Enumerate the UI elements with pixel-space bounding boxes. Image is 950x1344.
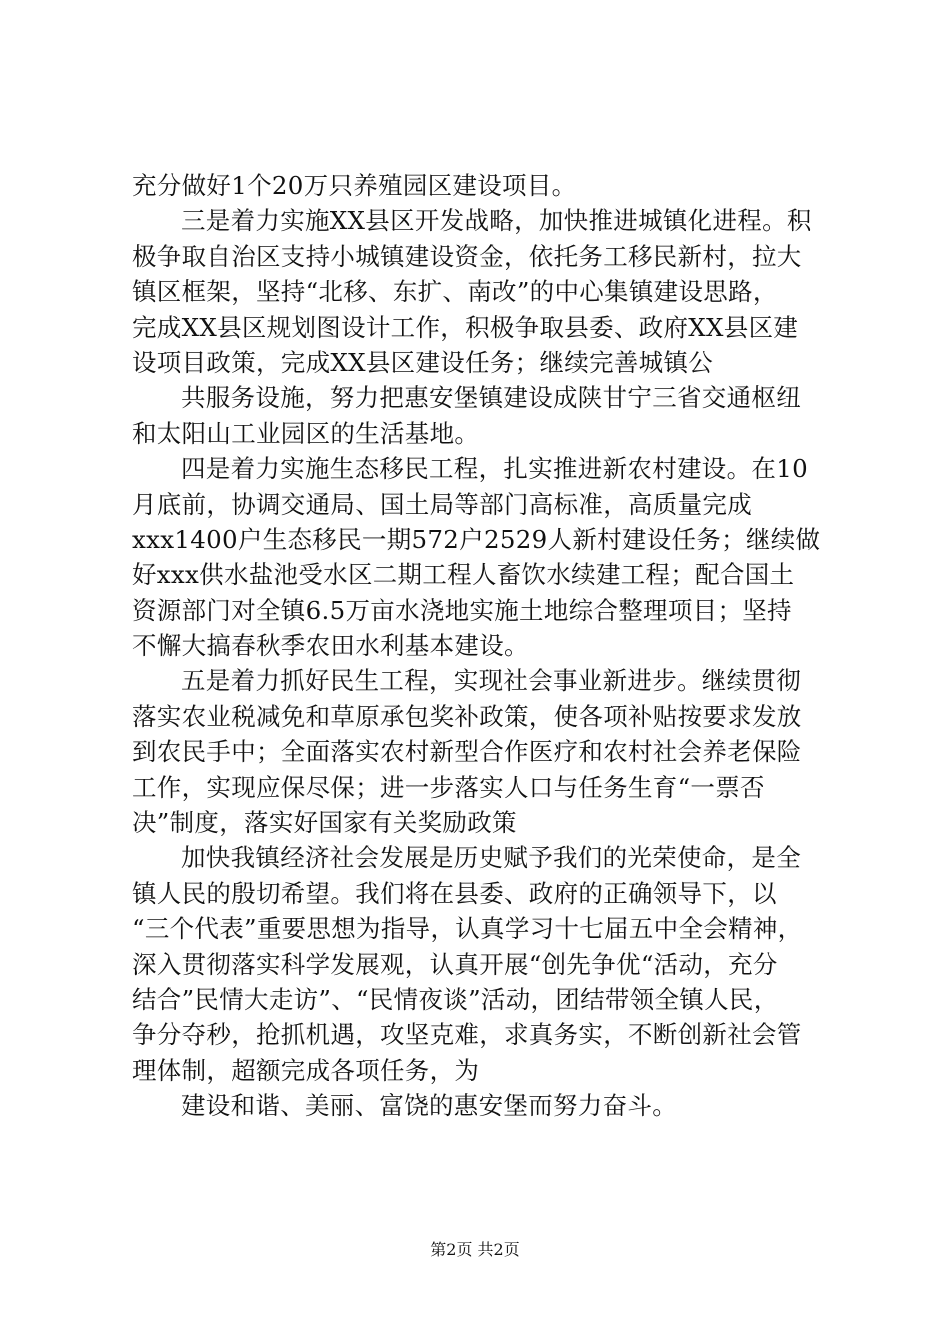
text-line: xxx1400户生态移民一期572户2529人新村建设任务；继续做 — [132, 524, 821, 554]
text-line: 设项目政策，完成XX县区建设任务；继续完善城镇公 — [132, 347, 714, 377]
text-line: 极争取自治区支持小城镇建设资金，依托务工移民新村，拉大 — [132, 241, 802, 271]
text-line: 月底前，协调交通局、国土局等部门高标准，高质量完成 — [132, 489, 752, 519]
text-line: “三个代表”重要思想为指导，认真学习十七届五中全会精神， — [132, 914, 803, 944]
page-indicator: 第2页 共2页 — [430, 1240, 520, 1259]
text-line: 四是着力实施生态移民工程，扎实推进新农村建设。在10 — [181, 454, 808, 484]
text-line: 到农民手中；全面落实农村新型合作医疗和农村社会养老保险 — [132, 737, 802, 767]
document-body — [132, 168, 832, 1124]
text-line: 三是着力实施XX县区开发战略，加快推进城镇化进程。积 — [181, 206, 812, 236]
text-line: 工作，实现应保尽保；进一步落实人口与任务生育“一票否 — [132, 772, 765, 802]
text-line: 完成XX县区规划图设计工作，积极争取县委、政府XX县区建 — [132, 312, 799, 342]
text-line: 决”制度，落实好国家有关奖励政策 — [132, 808, 517, 838]
text-line: 争分夺秒，抢抓机遇，攻坚克难，求真务实，不断创新社会管 — [132, 1020, 802, 1050]
page-footer — [0, 1240, 950, 1260]
text-line: 资源部门对全镇6.5万亩水浇地实施土地综合整理项目；坚持 — [132, 595, 792, 625]
text-line: 加快我镇经济社会发展是历史赋予我们的光荣使命，是全 — [181, 843, 801, 873]
text-line: 镇人民的殷切希望。我们将在县委、政府的正确领导下，以 — [132, 878, 777, 908]
text-line: 落实农业税减免和草原承包奖补政策，使各项补贴按要求发放 — [132, 701, 802, 731]
text-line: 深入贯彻落实科学发展观，认真开展“创先争优“活动，充分 — [132, 949, 778, 979]
text-line: 镇区框架，坚持“北移、东扩、南改”的中心集镇建设思路， — [132, 277, 778, 307]
text-line: 充分做好1个20万只养殖园区建设项目。 — [132, 171, 577, 200]
text-line: 不懈大搞春秋季农田水利基本建设。 — [132, 631, 529, 661]
text-line: 和太阳山工业园区的生活基地。 — [132, 418, 480, 448]
text-line: 结合”民情大走访”、“民情夜谈”活动，团结带领全镇人民， — [132, 984, 779, 1014]
text-line: 建设和谐、美丽、富饶的惠安堡而努力奋斗。 — [181, 1091, 677, 1121]
text-line: 好xxx供水盐池受水区二期工程人畜饮水续建工程；配合国土 — [132, 560, 795, 590]
text-line: 理体制，超额完成各项任务，为 — [132, 1055, 480, 1085]
text-line: 共服务设施，努力把惠安堡镇建设成陕甘宁三省交通枢纽 — [181, 383, 801, 413]
text-line: 五是着力抓好民生工程，实现社会事业新进步。继续贯彻 — [181, 666, 801, 696]
